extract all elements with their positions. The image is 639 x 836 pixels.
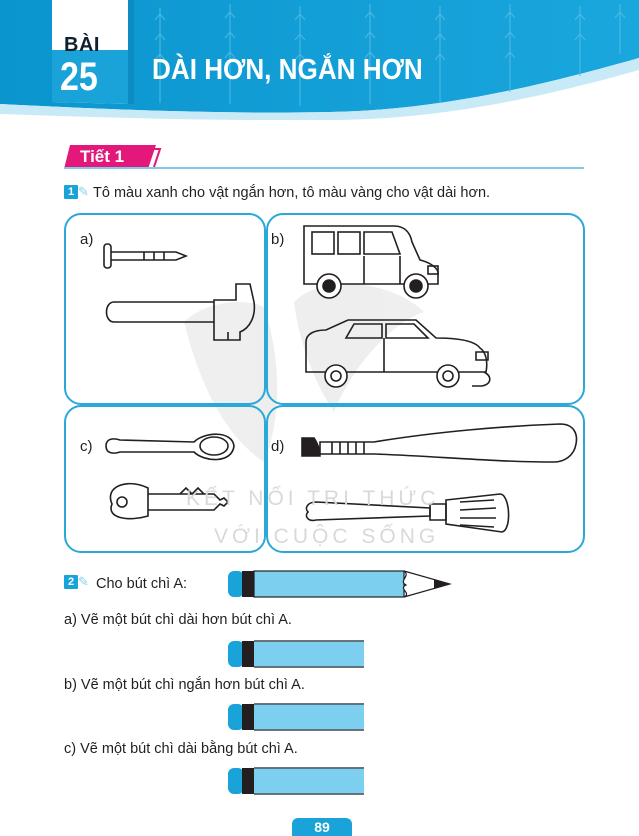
pencil-mark-icon: ✎ (78, 574, 89, 589)
pencil-mark-icon: ✎ (78, 184, 89, 199)
exercise-1-instruction: Tô màu xanh cho vật ngắn hơn, tô màu vàng cho vật dài hơn. (93, 185, 491, 201)
spoon-icon (106, 434, 234, 459)
pencil-a-icon (228, 567, 452, 601)
pencil-stub-c-icon[interactable] (228, 767, 368, 795)
section-divider (64, 167, 584, 169)
task-a-text: a) Vẽ một bút chì dài hơn bút chì A. (64, 612, 292, 628)
panel-d-label: d) (271, 438, 285, 455)
pencil-stub-a-icon[interactable] (228, 640, 368, 668)
watermark-logo-icon (184, 284, 424, 462)
task-b-text: b) Vẽ một bút chì ngắn hơn bút chì A. (64, 677, 305, 693)
lesson-title: DÀI HƠN, NGẮN HƠN (152, 54, 423, 86)
task-c-text: c) Vẽ một bút chì dài bằng bút chì A. (64, 741, 298, 757)
lesson-prefix: BÀI (64, 34, 100, 56)
section-label: Tiết 1 (80, 147, 125, 166)
exercise-1-number: 1 (64, 185, 78, 199)
exercise-2-number: 2 (64, 575, 78, 589)
lesson-number: 25 (60, 55, 98, 99)
panel-c-label: c) (80, 438, 93, 455)
nail-icon (104, 244, 186, 268)
pencil-stub-b-icon[interactable] (228, 703, 368, 731)
watermark-text-line1: KẾT NỐI TRI THỨC (186, 487, 440, 510)
exercise-2-intro: Cho bút chì A: (96, 576, 188, 592)
panel-a-label: a) (80, 231, 94, 248)
baseball-bat-icon (302, 424, 576, 462)
watermark-text-line2: VỚI CUỘC SỐNG (214, 525, 440, 548)
panel-b-label: b) (271, 231, 285, 248)
page-number: 89 (292, 818, 352, 836)
